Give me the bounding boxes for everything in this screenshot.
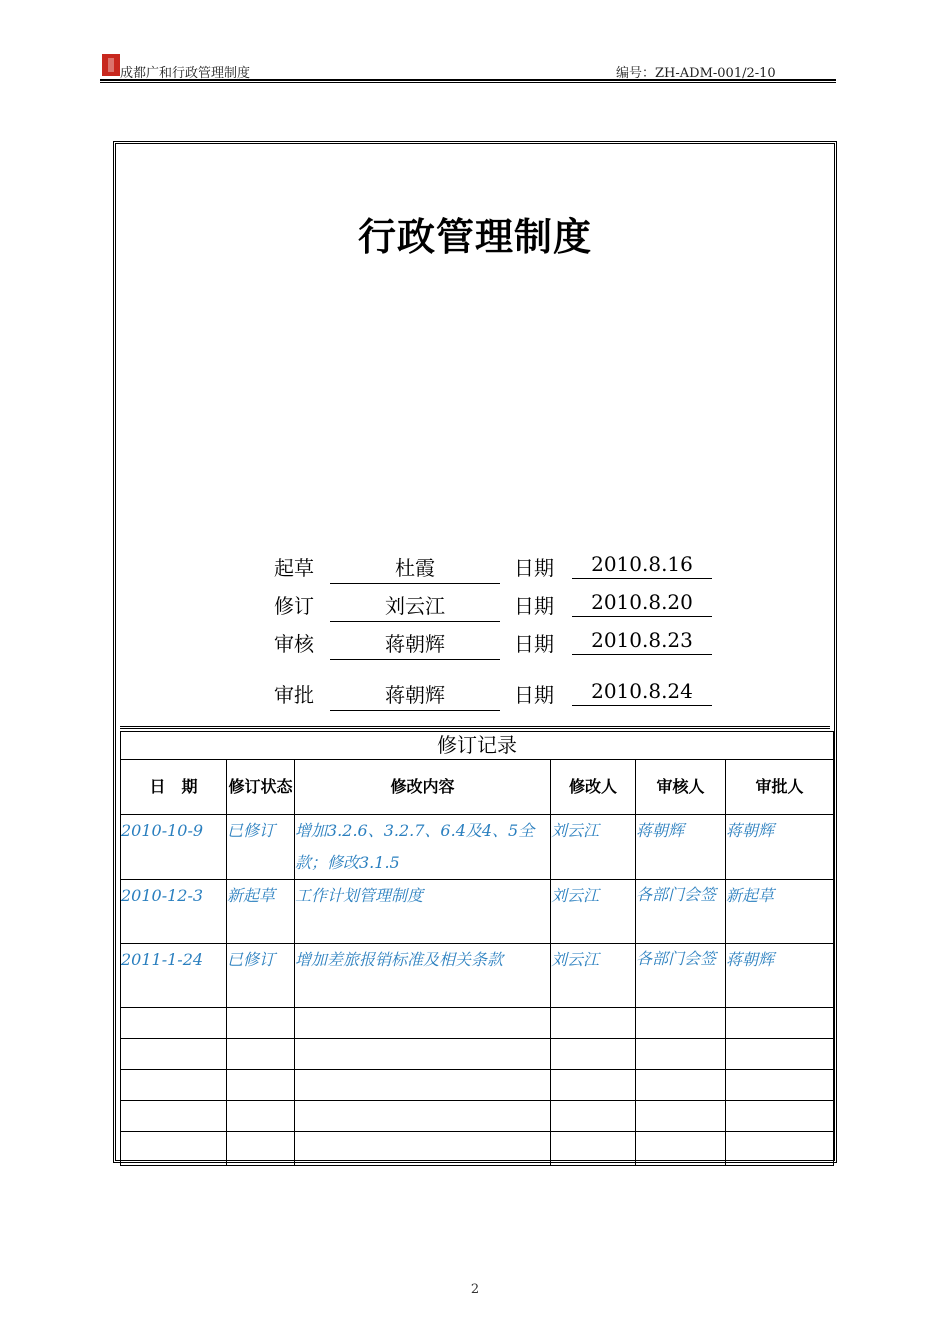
date-label: 日期: [514, 556, 554, 580]
company-name: 成都广和行政管理制度: [120, 66, 251, 81]
revision-table-title: 修订记录: [121, 732, 834, 760]
cell-date: 2010-12-3: [121, 880, 227, 944]
revision-table: [120, 731, 834, 1166]
cell-reviewer: 各部门会签: [636, 880, 726, 944]
cell-content: 工作计划管理制度: [295, 880, 551, 944]
header-content: 修改内容: [295, 760, 551, 815]
page-header: [100, 52, 836, 82]
document-frame: [113, 141, 837, 1163]
document-number: 编号：ZH-ADM-001/2-10: [616, 66, 776, 81]
signature-date: 2010.8.20: [572, 590, 712, 617]
date-label: 日期: [514, 632, 554, 656]
table-row: [121, 815, 834, 880]
date-label: 日期: [514, 683, 554, 707]
header-divider: [100, 79, 836, 83]
cell-reviewer: 蒋朝辉: [636, 815, 726, 880]
header-status: 修订状态: [227, 760, 295, 815]
signature-name: 刘云江: [330, 590, 500, 622]
table-row: [121, 944, 834, 1008]
signature-date: 2010.8.16: [572, 552, 712, 579]
table-row-empty: [121, 1070, 834, 1101]
signature-date: 2010.8.24: [572, 679, 712, 706]
table-row: [121, 880, 834, 944]
cell-status: 已修订: [227, 944, 295, 1008]
cell-date: 2010-10-9: [121, 815, 227, 880]
header-modifier: 修改人: [551, 760, 636, 815]
header-reviewer: 审核人: [636, 760, 726, 815]
signature-label: 起草: [274, 556, 314, 580]
cell-content: 增加差旅报销标准及相关条款: [295, 944, 551, 1008]
cell-approver: 新起草: [726, 880, 834, 944]
page-number: 2: [470, 1282, 480, 1297]
cell-reviewer: 各部门会签: [636, 944, 726, 1008]
document-title: 行政管理制度: [357, 215, 592, 259]
cell-date: 2011-1-24: [121, 944, 227, 1008]
signature-label: 审核: [274, 632, 314, 656]
signature-label: 修订: [274, 594, 314, 618]
cell-approver: 蒋朝辉: [726, 815, 834, 880]
cell-modifier: 刘云江: [551, 944, 636, 1008]
header-date: 日 期: [121, 760, 227, 815]
cell-status: 已修订: [227, 815, 295, 880]
section-divider: [120, 726, 830, 729]
cell-content: 增加3.2.6、3.2.7、6.4及4、5全款；修改3.1.5: [295, 815, 551, 880]
header-approver: 审批人: [726, 760, 834, 815]
signature-date: 2010.8.23: [572, 628, 712, 655]
cell-approver: 蒋朝辉: [726, 944, 834, 1008]
signature-name: 蒋朝辉: [330, 628, 500, 660]
signature-label: 审批: [274, 683, 314, 707]
cell-modifier: 刘云江: [551, 815, 636, 880]
cell-modifier: 刘云江: [551, 880, 636, 944]
cell-status: 新起草: [227, 880, 295, 944]
revision-table-header: [121, 760, 834, 815]
table-row-empty: [121, 1101, 834, 1132]
signature-name: 蒋朝辉: [330, 679, 500, 711]
table-row-empty: [121, 1132, 834, 1166]
company-logo-icon: [102, 54, 120, 76]
table-row-empty: [121, 1008, 834, 1039]
date-label: 日期: [514, 594, 554, 618]
signature-name: 杜霞: [330, 552, 500, 584]
table-row-empty: [121, 1039, 834, 1070]
